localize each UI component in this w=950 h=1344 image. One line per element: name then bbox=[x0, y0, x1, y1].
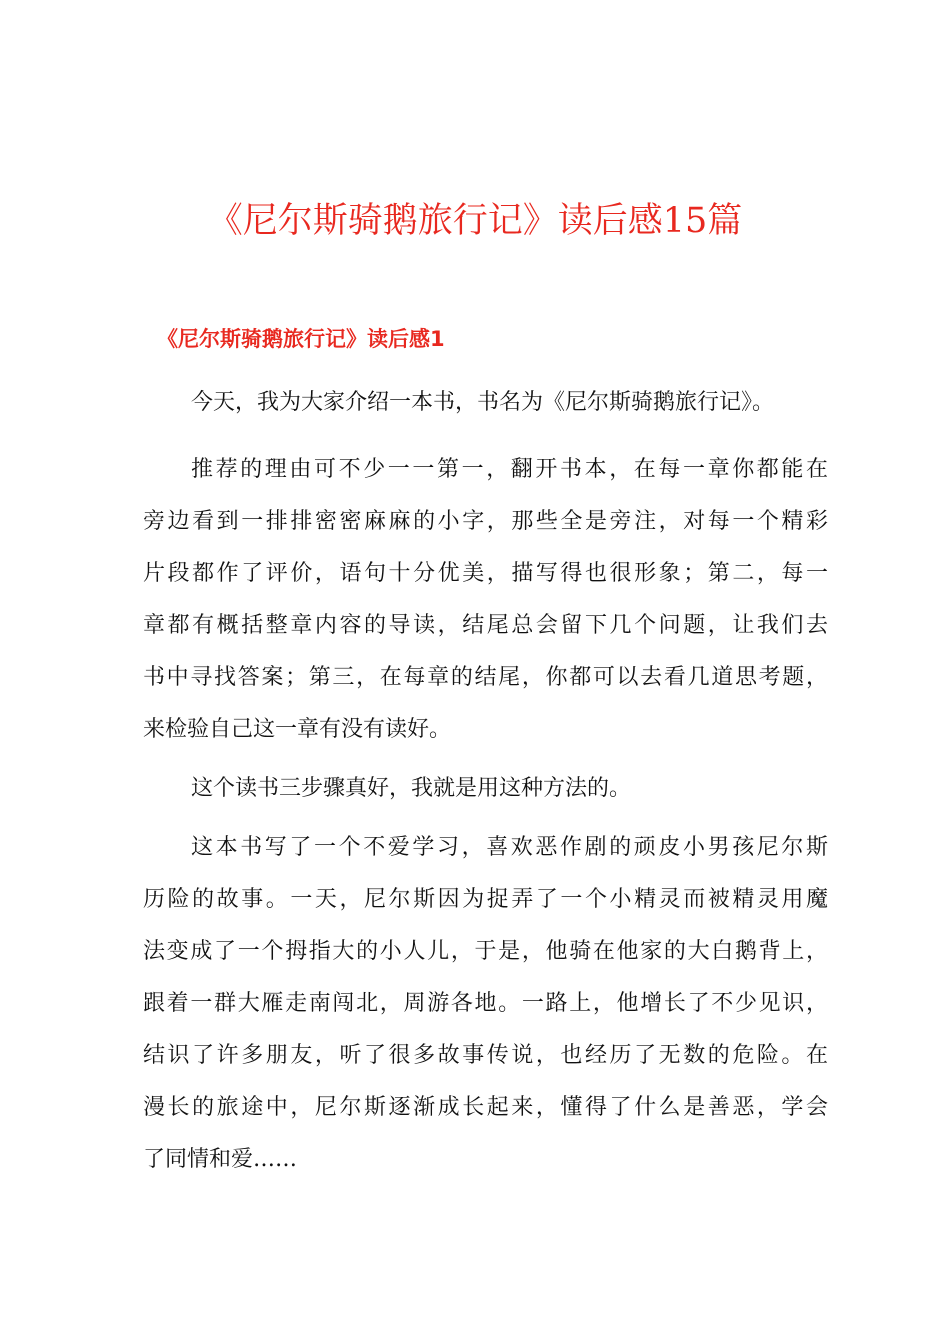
paragraph-line: 书中寻找答案；第三，在每章的结尾，你都可以去看几道思考题， bbox=[143, 665, 828, 690]
paragraph-line: 了同情和爱…… bbox=[143, 1147, 298, 1172]
paragraph-4 bbox=[143, 822, 828, 1186]
section-heading: 《尼尔斯骑鹅旅行记》读后感1 bbox=[157, 327, 445, 351]
paragraph-3 bbox=[143, 763, 828, 815]
paragraph-line: 推荐的理由可不少一一第一，翻开书本，在每一章你都能在 bbox=[191, 457, 828, 482]
paragraph-line: 片段都作了评价，语句十分优美，描写得也很形象；第二，每一 bbox=[143, 561, 828, 586]
paragraph-line: 章都有概括整章内容的导读，结尾总会留下几个问题，让我们去 bbox=[143, 613, 828, 638]
paragraph-1 bbox=[143, 377, 828, 429]
paragraph-line: 结识了许多朋友，听了很多故事传说，也经历了无数的危险。在 bbox=[143, 1043, 828, 1068]
document-title: 《尼尔斯骑鹅旅行记》读后感15篇 bbox=[207, 201, 743, 241]
paragraph-line: 漫长的旅途中，尼尔斯逐渐成长起来，懂得了什么是善恶，学会 bbox=[143, 1095, 828, 1120]
paragraph-line: 历险的故事。一天，尼尔斯因为捉弄了一个小精灵而被精灵用魔 bbox=[143, 887, 828, 912]
paragraph-line: 今天，我为大家介绍一本书，书名为《尼尔斯骑鹅旅行记》。 bbox=[191, 390, 775, 415]
paragraph-line: 跟着一群大雁走南闯北，周游各地。一路上，他增长了不少见识， bbox=[143, 991, 828, 1016]
paragraph-2 bbox=[143, 444, 828, 756]
paragraph-line: 法变成了一个拇指大的小人儿，于是，他骑在他家的大白鹅背上， bbox=[143, 939, 828, 964]
paragraph-line: 这个读书三步骤真好，我就是用这种方法的。 bbox=[191, 776, 632, 801]
paragraph-line: 来检验自己这一章有没有读好。 bbox=[143, 717, 452, 742]
paragraph-line: 旁边看到一排排密密麻麻的小字，那些全是旁注，对每一个精彩 bbox=[143, 509, 828, 534]
paragraph-line: 这本书写了一个不爱学习，喜欢恶作剧的顽皮小男孩尼尔斯 bbox=[191, 835, 828, 860]
